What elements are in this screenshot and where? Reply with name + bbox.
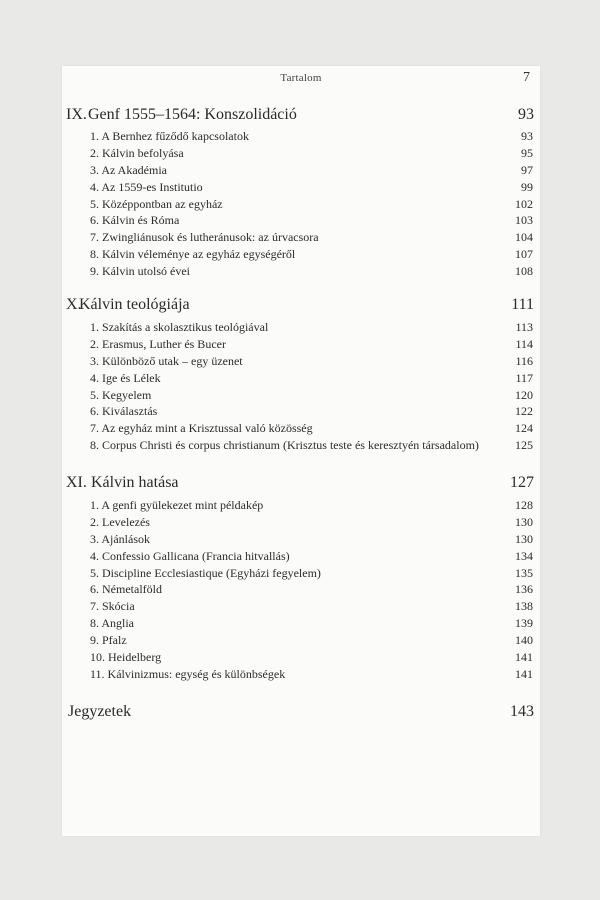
page-number: 7 bbox=[523, 70, 530, 85]
toc-entry-label: 6. Németalföld bbox=[90, 582, 162, 597]
toc-entry-label: 9. Pfalz bbox=[90, 633, 127, 648]
toc-entry-label: 4. Ige és Lélek bbox=[90, 370, 161, 385]
toc-entry-page: 102 bbox=[515, 196, 533, 211]
running-header-title: Tartalom bbox=[280, 72, 322, 84]
toc-entry-label: 8. Kálvin véleménye az egyház egységéről bbox=[90, 247, 296, 262]
toc-entry-page: 113 bbox=[515, 320, 533, 334]
toc-entry-page: 117 bbox=[515, 370, 533, 385]
toc-entry-label: 10. Heidelberg bbox=[90, 650, 162, 665]
toc-entry-page: 99 bbox=[521, 179, 533, 194]
toc-entry-label: 6. Kálvin és Róma bbox=[90, 213, 180, 228]
toc-entry bbox=[62, 162, 540, 179]
notes-title: Jegyzetek bbox=[68, 703, 132, 720]
toc-entry-page: 130 bbox=[515, 514, 533, 529]
chapter-heading-x bbox=[62, 296, 540, 318]
toc-entry-page: 136 bbox=[515, 582, 533, 597]
toc-entry-label: 7. Az egyház mint a Krisztussal való közösség bbox=[90, 421, 313, 436]
toc-entry-label: 2. Erasmus, Luther és Bucer bbox=[90, 336, 226, 351]
chapter-heading-ix bbox=[62, 106, 540, 128]
toc-entry-label: 9. Kálvin utolsó évei bbox=[90, 264, 190, 279]
book-page bbox=[62, 66, 540, 836]
toc-entry bbox=[62, 319, 540, 336]
toc-entry bbox=[62, 565, 540, 582]
toc-entry-label: 11. Kálvinizmus: egység és különbségek bbox=[90, 666, 286, 681]
chapter-xi-entries bbox=[62, 497, 540, 683]
toc-entry bbox=[62, 531, 540, 548]
toc-entry-label: 3. Különböző utak – egy üzenet bbox=[90, 353, 243, 368]
chapter-number: X. bbox=[66, 296, 82, 313]
toc-entry-page: 108 bbox=[515, 264, 533, 279]
toc-entry-page: 116 bbox=[515, 353, 533, 368]
toc-entry-page: 103 bbox=[515, 213, 533, 228]
toc-entry-label: 1. A genfi gyülekezet mint példakép bbox=[90, 498, 264, 512]
toc-entry bbox=[62, 581, 540, 598]
toc-entry bbox=[62, 128, 540, 145]
toc-entry-label: 3. Az Akadémia bbox=[90, 162, 167, 177]
toc-entry-page: 128 bbox=[515, 498, 533, 512]
toc-entry bbox=[62, 598, 540, 615]
toc-entry bbox=[62, 145, 540, 162]
chapter-title: Kálvin hatása bbox=[91, 474, 179, 491]
toc-entry-label: 1. Szakítás a skolasztikus teológiával bbox=[90, 320, 269, 334]
toc-entry bbox=[62, 632, 540, 649]
toc-entry-label: 5. Discipline Ecclesiastique (Egyházi fegyelem) bbox=[90, 565, 321, 580]
toc-entry-page: 95 bbox=[521, 145, 533, 160]
chapter-x-entries bbox=[62, 319, 540, 454]
toc-entry bbox=[62, 497, 540, 514]
toc-entry bbox=[62, 212, 540, 229]
toc-entry-page: 122 bbox=[515, 404, 533, 419]
toc-entry-page: 139 bbox=[515, 616, 533, 631]
toc-entry bbox=[62, 196, 540, 213]
chapter-title: Genf 1555–1564: Konszolidáció bbox=[88, 106, 297, 123]
toc-entry bbox=[62, 666, 540, 683]
toc-entry-page: 140 bbox=[515, 633, 533, 648]
toc-entry bbox=[62, 403, 540, 420]
toc-entry bbox=[62, 420, 540, 437]
chapter-title: Kálvin teológiája bbox=[79, 296, 190, 313]
toc-entry-label: 7. Skócia bbox=[90, 599, 135, 614]
toc-entry-label: 4. Az 1559-es Institutio bbox=[90, 179, 203, 194]
notes-page: 143 bbox=[510, 703, 534, 720]
toc-entry bbox=[62, 246, 540, 263]
toc-entry-label: 5. Kegyelem bbox=[90, 387, 152, 402]
toc-entry-page: 104 bbox=[515, 230, 533, 245]
toc-entry-page: 125 bbox=[515, 438, 533, 453]
toc-entry-page: 114 bbox=[515, 336, 533, 351]
toc-entry-label: 7. Zwingliánusok és lutheránusok: az úrvacsora bbox=[90, 230, 319, 245]
toc-entry-label: 8. Corpus Christi és corpus christianum (Krisztus teste és keresztyén társadalom) bbox=[90, 438, 479, 453]
toc-entry-page: 124 bbox=[515, 421, 533, 436]
chapter-page: 93 bbox=[518, 106, 534, 123]
toc-entry-page: 93 bbox=[521, 129, 533, 143]
toc-entry bbox=[62, 548, 540, 565]
toc-entry-label: 5. Középpontban az egyház bbox=[90, 196, 223, 211]
toc-entry-page: 134 bbox=[515, 548, 533, 563]
toc-entry bbox=[62, 514, 540, 531]
toc-entry-page: 141 bbox=[515, 666, 533, 681]
toc-entry-page: 138 bbox=[515, 599, 533, 614]
toc-entry-page: 130 bbox=[515, 531, 533, 546]
running-header bbox=[62, 70, 540, 86]
toc-entry-page: 120 bbox=[515, 387, 533, 402]
toc-entry bbox=[62, 263, 540, 280]
toc-entry bbox=[62, 229, 540, 246]
toc-entry bbox=[62, 353, 540, 370]
toc-entry-label: 1. A Bernhez fűződő kapcsolatok bbox=[90, 129, 249, 143]
toc-entry-label: 2. Levelezés bbox=[90, 514, 150, 529]
toc-entry-label: 8. Anglia bbox=[90, 616, 134, 631]
chapter-number: XI. bbox=[66, 474, 87, 491]
toc-entry-page: 107 bbox=[515, 247, 533, 262]
toc-entry bbox=[62, 649, 540, 666]
toc-entry-page: 141 bbox=[515, 650, 533, 665]
chapter-heading-xi bbox=[62, 474, 540, 496]
chapter-page: 127 bbox=[510, 474, 534, 491]
toc-entry bbox=[62, 615, 540, 632]
chapter-ix-entries bbox=[62, 128, 540, 280]
toc-entry-label: 4. Confessio Gallicana (Francia hitvallás) bbox=[90, 548, 290, 563]
toc-entry bbox=[62, 179, 540, 196]
toc-entry bbox=[62, 437, 540, 454]
toc-entry-label: 3. Ajánlások bbox=[90, 531, 150, 546]
notes-heading bbox=[62, 703, 540, 725]
toc-entry-page: 135 bbox=[515, 565, 533, 580]
toc-entry bbox=[62, 370, 540, 387]
toc-entry-page: 97 bbox=[521, 162, 533, 177]
toc-entry-label: 6. Kiválasztás bbox=[90, 404, 158, 419]
toc-entry-label: 2. Kálvin befolyása bbox=[90, 145, 184, 160]
toc-entry bbox=[62, 336, 540, 353]
chapter-page: 111 bbox=[511, 296, 534, 313]
chapter-number: IX. bbox=[66, 106, 87, 123]
toc-entry bbox=[62, 387, 540, 404]
